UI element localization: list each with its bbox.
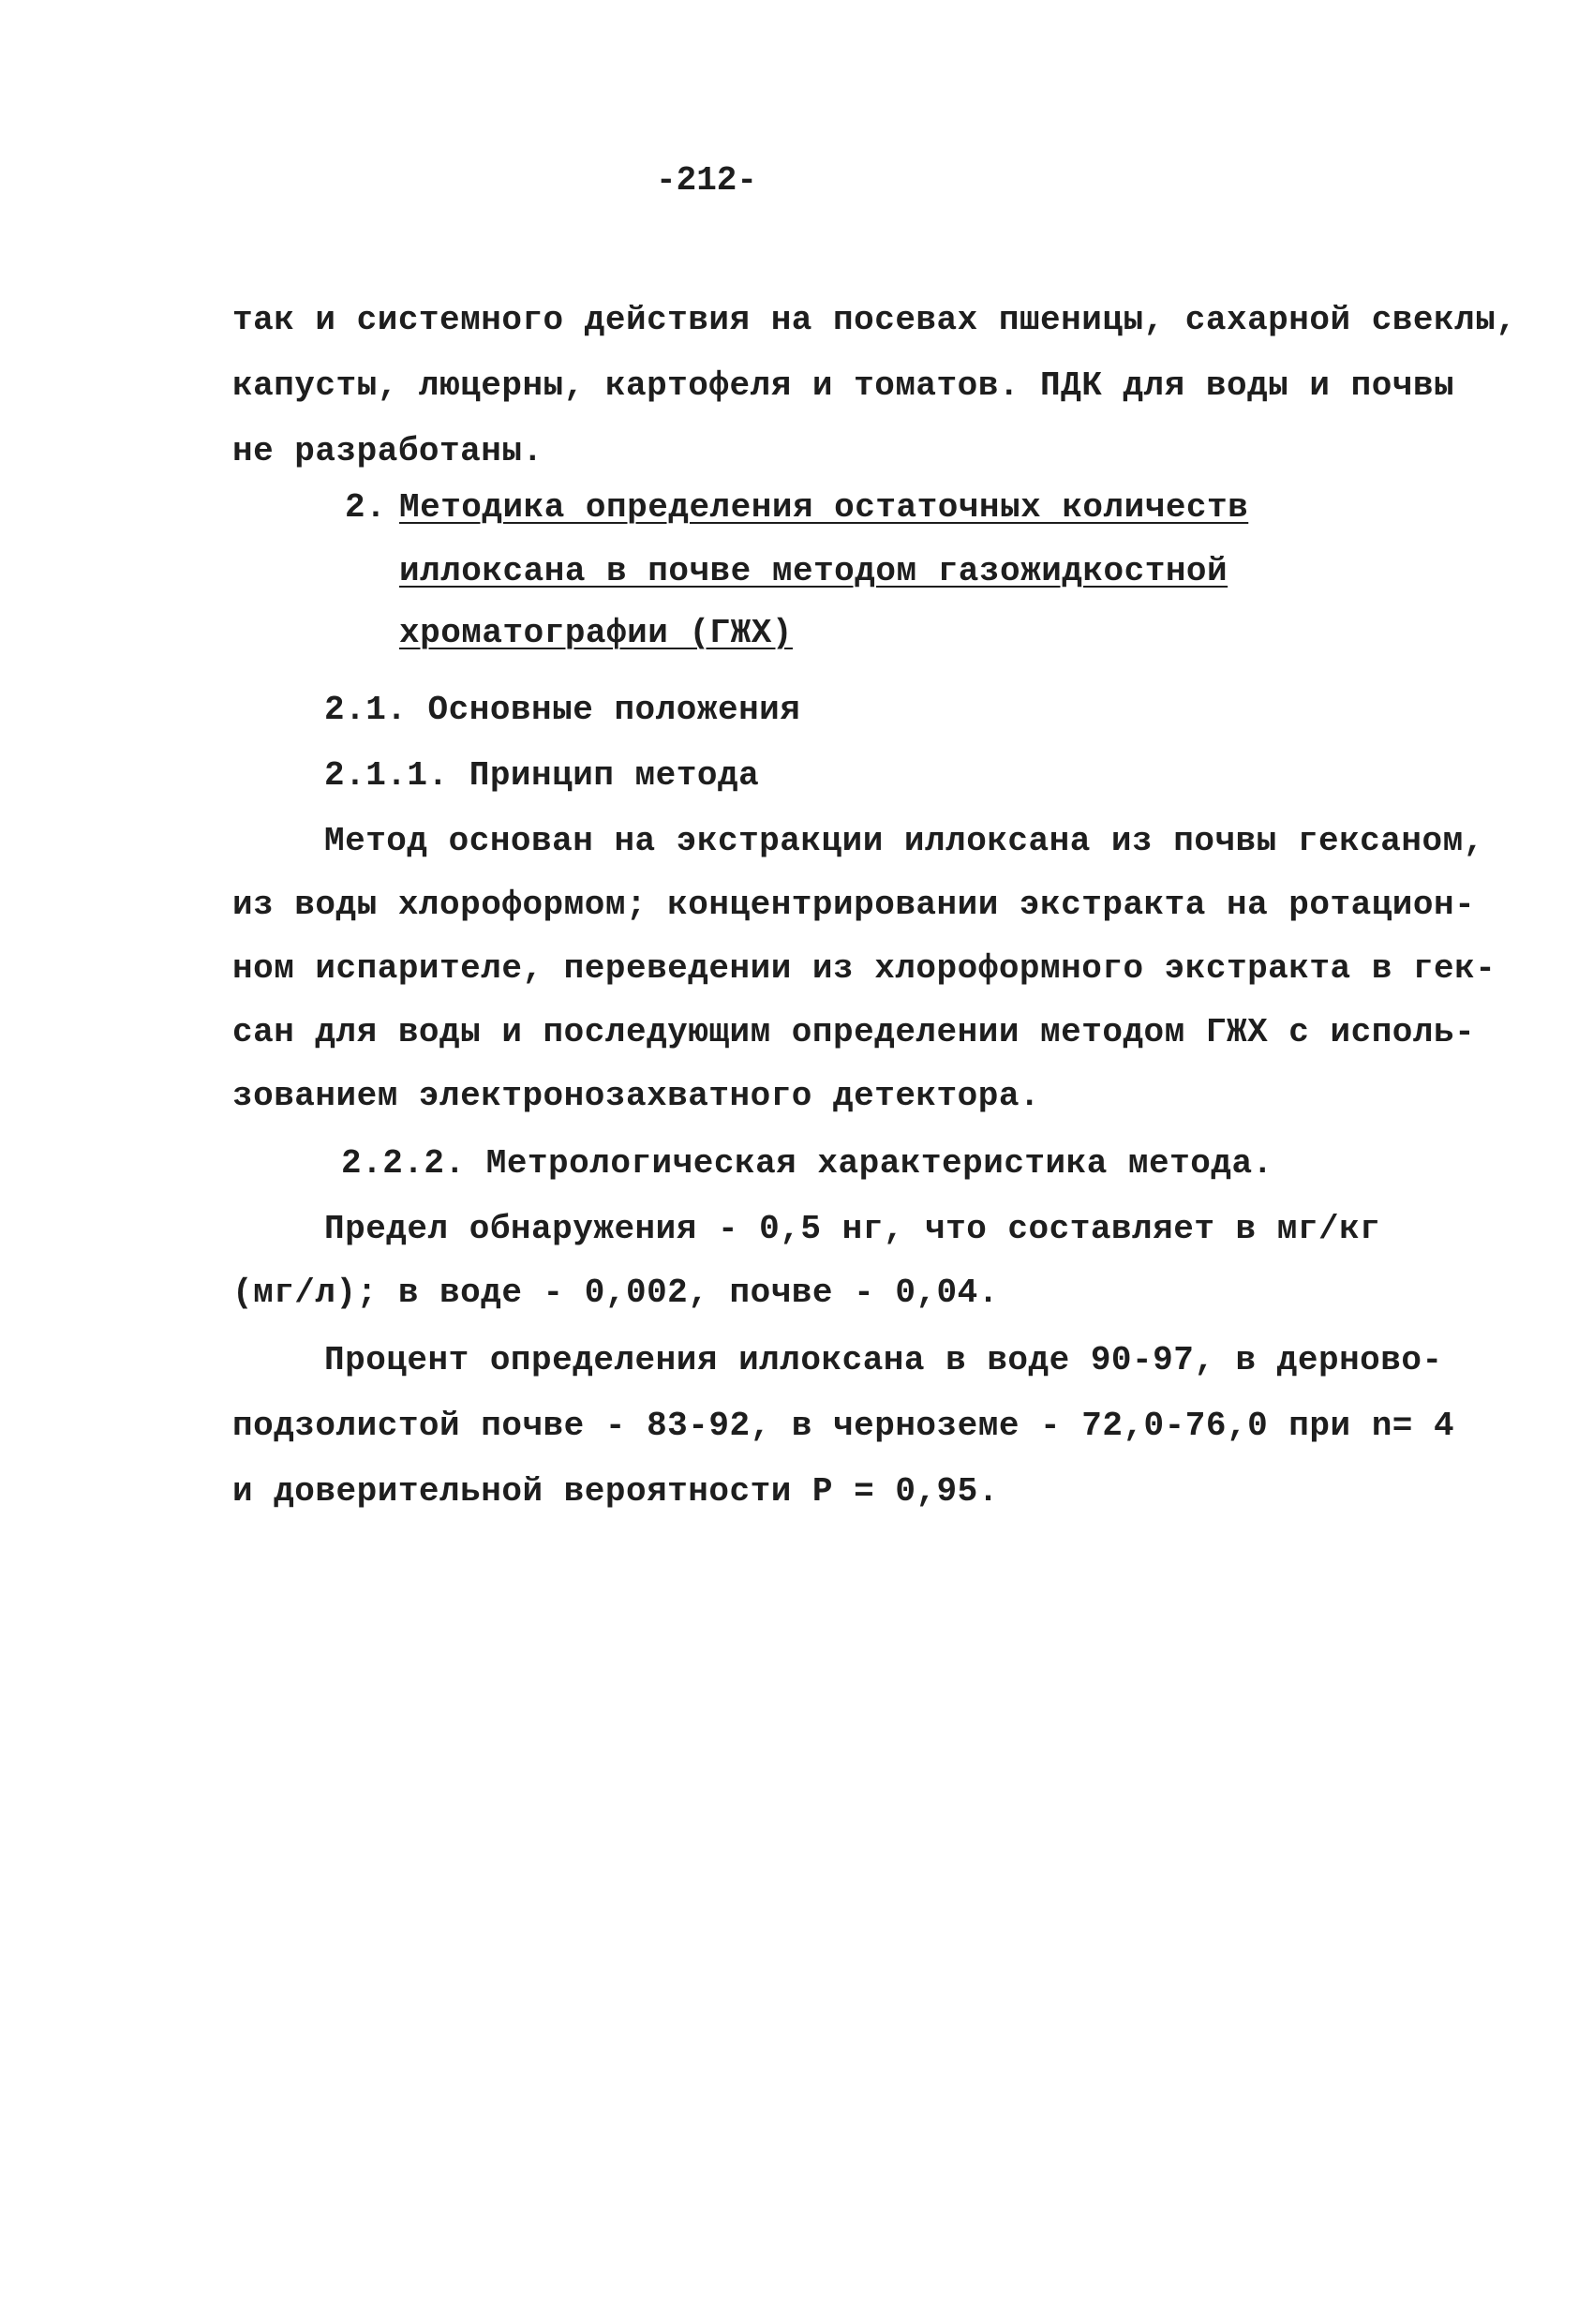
principle-line-4: сан для воды и последующим определении методом ГЖХ с исполь-	[232, 1013, 1476, 1051]
recovery-line-2: подзолистой почве - 83-92, в черноземе - 72,0-76,0 при n= 4	[232, 1407, 1455, 1445]
principle-line-5: зованием электронозахватного детектора.	[232, 1077, 1041, 1115]
section-2-title-line-1: Методика определения остаточных количеств	[399, 488, 1249, 527]
recovery-line-1: Процент определения иллоксана в воде 90-97, в дерново-	[324, 1341, 1443, 1379]
detection-limit-line-1: Предел обнаружения - 0,5 нг, что составляет в мг/кг	[324, 1210, 1381, 1248]
intro-line-1: так и системного действия на посевах пшеницы, сахарной свеклы,	[232, 301, 1517, 339]
intro-line-3: не разработаны.	[232, 432, 543, 470]
detection-limit-line-2: (мг/л); в воде - 0,002, почве - 0,04.	[232, 1274, 999, 1312]
principle-line-1: Метод основан на экстракции иллоксана из почвы гексаном,	[324, 822, 1484, 860]
section-2-1-1-heading: 2.1.1. Принцип метода	[324, 756, 760, 795]
section-2-number: 2.	[345, 488, 387, 527]
recovery-line-3: и доверительной вероятности P = 0,95.	[232, 1472, 999, 1511]
section-2-title-line-3: хроматографии (ГЖХ)	[399, 614, 793, 652]
section-2-2-2-heading: 2.2.2. Метрологическая характеристика метода.	[341, 1144, 1273, 1183]
principle-line-2: из воды хлороформом; концентрировании экстракта на ротацион-	[232, 886, 1476, 924]
page-number: -212-	[656, 161, 758, 200]
section-2-title-line-2: иллоксана в почве методом газожидкостной	[399, 552, 1228, 590]
principle-line-3: ном испарителе, переведении из хлороформного экстракта в гек-	[232, 949, 1496, 988]
section-2-1-heading: 2.1. Основные положения	[324, 691, 801, 729]
intro-line-2: капусты, люцерны, картофеля и томатов. ПДК для воды и почвы	[232, 366, 1455, 405]
